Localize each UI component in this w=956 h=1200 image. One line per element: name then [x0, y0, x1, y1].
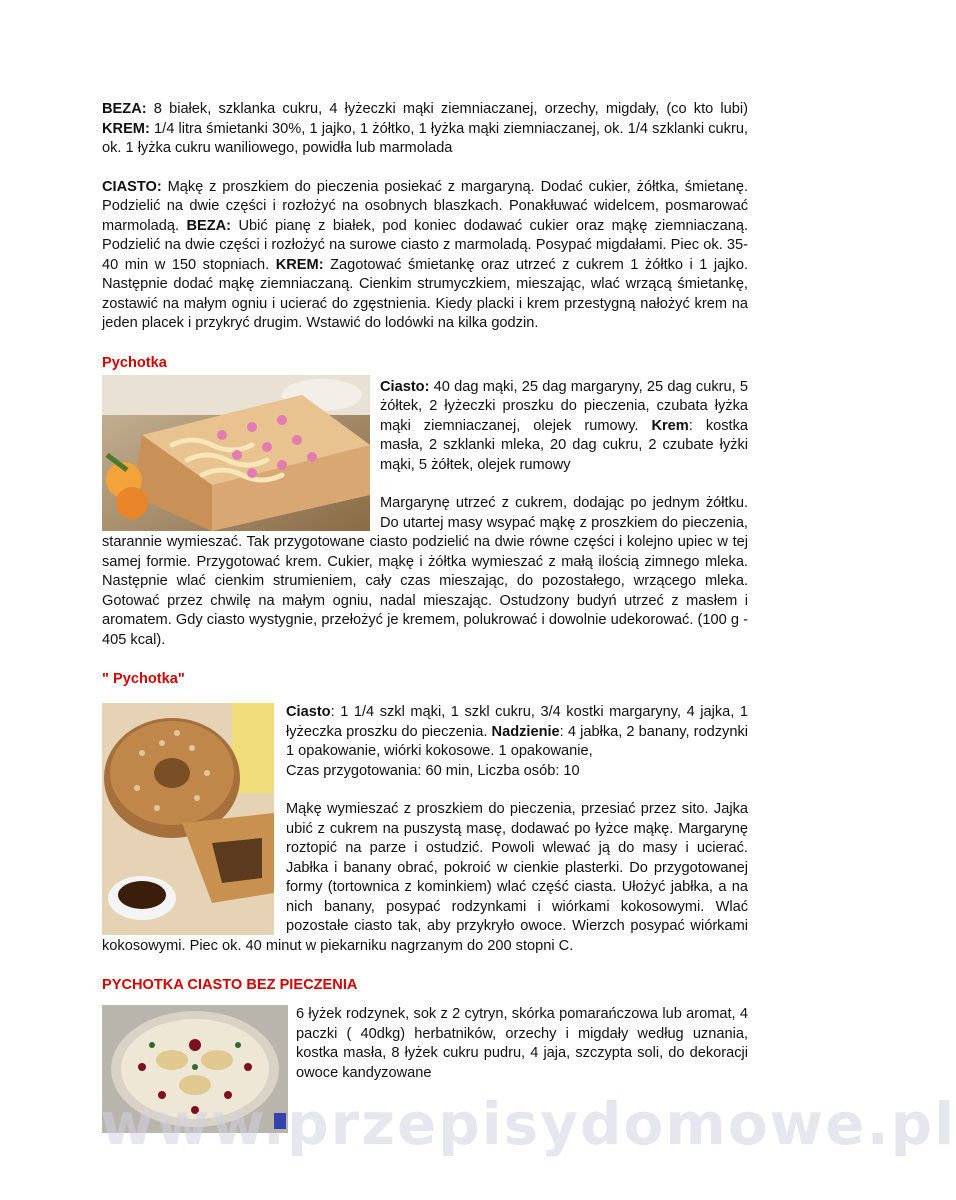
krem-text: 1/4 litra śmietanki 30%, 1 jajko, 1 żółtko, 1 łyżka mąki ziemniaczanej, ok. 1/4 szklanki cukru, ok. 1 łyżka cukru waniliowego, powidła lub marmolada [102, 120, 748, 156]
pychotka-ciasto-text: 40 dag mąki, 25 dag margaryny, 25 dag cukru, 5 żółtek, 2 łyżeczki proszku do pieczenia, czubata łyżka mąki ziemniaczanej, olejek rumowy. [380, 378, 748, 434]
pychotka-krem-text: : kostka masła, 2 szklanki mleka, 20 dag cukru, 2 czubate łyżki mąki, 5 żółtek, olejek rumowy [380, 417, 748, 473]
prep-time-line: Czas przygotowania: 60 min, Liczba osób: 10 [286, 762, 580, 779]
pychotka-quoted-method: Mąkę wymieszać z proszkiem do pieczenia, przesiać przez sito. Jajka ubić z cukrem na puszystą masę, dodawać po łyżce mąkę. Margarynę roztopić na parze i ostudzić. Powoli wlewać ją do masy i ucierać. Jabłka i banany obrać, pokroić w cienkie plasterki. Do przygotowanej formy (tortownica z kominkiem) wlać część ciasta. Ułożyć jabłka, a na nich banany, posypać rodzynkami i wiórkami kokosowymi. Wlać pozostałe ciasto tak, aby przykryło owoce. Wierzch posypać wiórkami kokosowymi. Piec ok. 40 minut w piekarniku nagrzanym do 200 stopni C. [102, 801, 748, 954]
no-bake-ingredients: 6 łyżek rodzynek, sok z 2 cytryn, skórka pomarańczowa lub aromat, 4 paczki ( 40dkg) herbatników, orzechy i migdały według uznania, kostka masła, 8 łyżek cukru pudru, 4 jaja, szczypta soli, do dekoracji owoce kandyzowane [296, 1006, 748, 1081]
beza-text: 8 białek, szklanka cukru, 4 łyżeczki mąki ziemniaczanej, orzechy, migdały, (co kto lubi) [146, 101, 748, 117]
document-body [102, 100, 748, 1133]
pychotka-krem-label: Krem [651, 417, 689, 434]
pychotka-method: Margarynę utrzeć z cukrem, dodając po jednym żółtku. Do utartej masy wsypać mąkę z proszkiem do pieczenia, starannie wymieszać. Tak przygotowane ciasto podzielić na dwie równe części i kolejno upiec w tej samej formie. Przygotować krem. Cukier, mąkę i żółtka wymieszać z małą ilością zimnego mleka. Następnie wlać cienkim strumieniem, cały czas mieszając, do pozostałego, wrzącego mleka. Gotować przez chwilę na małym ogniu, nadal mieszając. Ostudzony budyń utrzeć z masłem i aromatem. Gdy ciasto wystygnie, przełożyć je kremem, polukrować i dowolnie udekorować. (100 g - 405 kcal). [102, 495, 748, 648]
pychotka-heading: Pychotka [102, 354, 167, 371]
beza2-label: BEZA: [186, 217, 232, 234]
krem-label: KREM: [102, 120, 150, 137]
watermark-text: www.przepisydomowe.pl [100, 1090, 956, 1158]
ciasto-text: Mąkę z proszkiem do pieczenia posiekać z margaryną. Dodać cukier, żółtka, śmietanę. Podzielić na dwie części i rozłożyć na osobnych blaszkach. Ponakłuwać widelcem, posmarować marmoladą. [102, 178, 748, 234]
pychotka-ciasto-label: Ciasto: [380, 378, 430, 395]
beza2-text: Ubić pianę z białek, pod koniec dodawać cukier oraz mąkę ziemniaczaną. Podzielić na dwie części i rozłożyć na surowe ciasto z marmoladą. Posypać migdałami. Piec ok. 35-40 min w 150 stopniach. [102, 217, 748, 273]
beza-label: BEZA: [102, 101, 147, 117]
pychotka-cake-photo [102, 375, 370, 531]
pychotka2-ciasto-label: Ciasto [286, 704, 331, 720]
nadzienie-text: : 4 jabłka, 2 banany, rodzynki 1 opakowanie, wiórki kokosowe. 1 opakowanie, [286, 723, 748, 759]
pychotka2-ciasto-text: : 1 1/4 szkl mąki, 1 szkl cukru, 3/4 kostki margaryny, 4 jajka, 1 łyżeczka proszku do pieczenia. [286, 704, 748, 740]
nadzienie-label: Nadzienie [491, 723, 560, 740]
ciasto-label: CIASTO: [102, 178, 162, 195]
no-bake-heading: PYCHOTKA CIASTO BEZ PIECZENIA [102, 977, 358, 993]
ciasto-method [102, 178, 748, 334]
pychotka-quoted-heading: " Pychotka" [102, 671, 185, 687]
beza-krem-ingredients [102, 100, 748, 159]
krem2-text: Zagotować śmietankę oraz utrzeć z cukrem 1 żółtko i 1 jajko. Następnie dodać mąkę ziemniaczaną. Cienkim strumyczkiem, mieszając, wlać wrzącą śmietankę, zostawić na małym ogniu i ucierać do zgęstnienia. Kiedy placki i krem przestygną nałożyć krem na jeden placek i przykryć drugim. Wstawić do lodówki na kilka godzin. [102, 256, 749, 331]
krem2-label: KREM: [275, 256, 324, 273]
no-bake-cake-photo [102, 1005, 288, 1133]
ring-cake-photo [102, 703, 274, 935]
